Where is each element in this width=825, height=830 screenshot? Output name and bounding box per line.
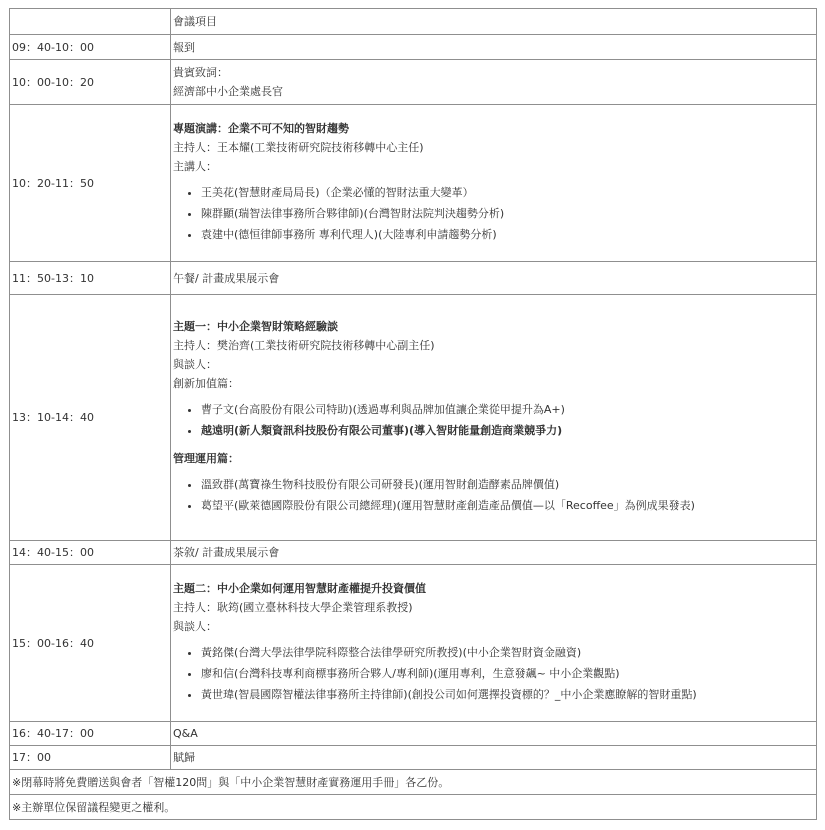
- session-title: 主題一：中小企業智財策略經驗談: [173, 320, 338, 333]
- item-cell: [171, 105, 817, 262]
- item-cell: [171, 565, 817, 722]
- table-row: [10, 35, 817, 60]
- note-row: [10, 770, 817, 795]
- list-item: • 黃世瑋(智晨國際智權法律事務所主持律師)(創投公司如何選擇投資標的？_中小企業應瞭解的智財重點): [201, 684, 814, 705]
- time-cell: 11：50-13：10: [10, 262, 171, 295]
- item-cell: 茶敘/ 計畫成果展示會: [171, 541, 817, 565]
- note-cell: ※主辦單位保留議程變更之權利。: [10, 795, 817, 820]
- header-item-cell: 會議項目: [171, 9, 817, 35]
- time-cell: 15：00-16：40: [10, 565, 171, 722]
- speaker-list: [173, 474, 814, 516]
- list-item: • 陳群顯(瑞智法律事務所合夥律師)(台灣智財法院判決趨勢分析): [201, 203, 814, 224]
- time-cell: 10：00-10：20: [10, 60, 171, 105]
- table-row: [10, 60, 817, 105]
- section-label: 管理運用篇：: [173, 452, 239, 465]
- item-cell: [171, 295, 817, 541]
- speaker-list: [173, 399, 814, 441]
- time-cell: 09：40-10：00: [10, 35, 171, 60]
- table-row: [10, 565, 817, 722]
- panel-label: 與談人：: [173, 620, 217, 633]
- session-host: 主持人：樊治齊(工業技術研究院技術移轉中心副主任): [173, 339, 435, 352]
- item-line: 貴賓致詞：: [173, 66, 228, 79]
- agenda-table: [9, 8, 817, 820]
- item-line: 經濟部中小企業處長官: [173, 85, 283, 98]
- time-cell: 13：10-14：40: [10, 295, 171, 541]
- list-item: • 袁建中(德恒律師事務所 專利代理人)(大陸專利申請趨勢分析): [201, 224, 814, 245]
- table-row: [10, 722, 817, 746]
- session-host: 主持人：王本耀(工業技術研究院技術移轉中心主任): [173, 141, 424, 154]
- list-item: • 溫致群(萬寶祿生物科技股份有限公司研發長)(運用智財創造酵素品牌價值): [201, 474, 814, 495]
- list-item: • 廖和信(台灣科技專利商標事務所合夥人/專利師)(運用專利，生意發飆~ 中小企業觀點): [201, 663, 814, 684]
- table-row: [10, 105, 817, 262]
- session-title: 專題演講：企業不可不知的智財趨勢: [173, 122, 349, 135]
- item-cell: 報到: [171, 35, 817, 60]
- item-cell: 賦歸: [171, 746, 817, 770]
- list-item: • 越遠明(新人類資訊科技股份有限公司董事)(導入智財能量創造商業競爭力): [201, 420, 814, 441]
- time-cell: 16：40-17：00: [10, 722, 171, 746]
- list-item: • 黃銘傑(台灣大學法律學院科際整合法律學研究所教授)(中小企業智財資金融資): [201, 642, 814, 663]
- item-cell: Q&A: [171, 722, 817, 746]
- session-title: 主題二：中小企業如何運用智慧財產權提升投資價值: [173, 582, 426, 595]
- list-item: • 曹子文(台高股份有限公司特助)(透過專利與品牌加值讓企業從甲提升為A+): [201, 399, 814, 420]
- header-time-cell: [10, 9, 171, 35]
- list-item: • 葛望平(歐萊德國際股份有限公司總經理)(運用智慧財產創造產品價值—以「Recoffee」為例成果發表): [201, 495, 814, 516]
- table-row: [10, 295, 817, 541]
- panel-label: 與談人：: [173, 358, 217, 371]
- table-row: [10, 541, 817, 565]
- speaker-list: [173, 182, 814, 245]
- item-cell: [171, 60, 817, 105]
- item-cell: 午餐/ 計畫成果展示會: [171, 262, 817, 295]
- time-cell: 14：40-15：00: [10, 541, 171, 565]
- time-cell: 17：00: [10, 746, 171, 770]
- agenda-container: [9, 8, 817, 820]
- session-host: 主持人：耿筠(國立臺林科技大學企業管理系教授): [173, 601, 413, 614]
- speaker-label: 主講人：: [173, 160, 217, 173]
- time-cell: 10：20-11：50: [10, 105, 171, 262]
- table-row: [10, 262, 817, 295]
- note-cell: ※閉幕時將免費贈送與會者「智權120問」與「中小企業智慧財產實務運用手冊」各乙份。: [10, 770, 817, 795]
- list-item: • 王美花(智慧財產局局長)（企業必懂的智財法重大變革）: [201, 182, 814, 203]
- table-row: [10, 746, 817, 770]
- section-label: 創新加值篇：: [173, 377, 239, 390]
- speaker-list: [173, 642, 814, 705]
- note-row: [10, 795, 817, 820]
- table-header-row: [10, 9, 817, 35]
